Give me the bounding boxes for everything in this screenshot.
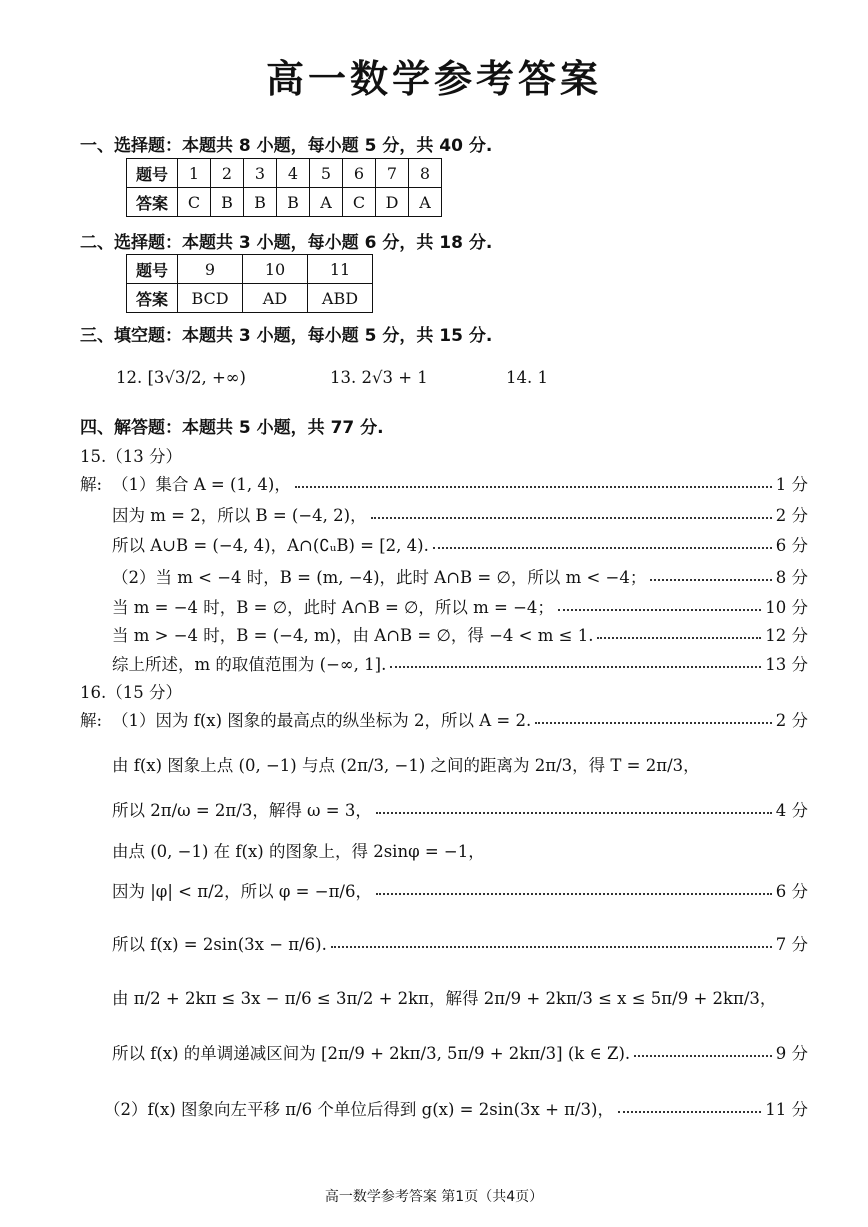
section2-heading: 二、选择题：本题共 3 小题，每小题 6 分，共 18 分. xyxy=(80,233,493,253)
table-cell: 4 xyxy=(277,159,310,188)
solution-text: （2）当 m < −4 时，B = (m, −4)，此时 A∩B = ∅，所以 m < −4； xyxy=(112,568,647,587)
solution-text: 由 f(x) 图象上点 (0, −1) 与点 (2π/3, −1) 之间的距离为 2π/3，得 T = 2π/3， xyxy=(112,756,700,775)
solution-text: 由 π/2 + 2kπ ≤ 3x − π/6 ≤ 3π/2 + 2kπ，解得 2π/9 + 2kπ/3 ≤ x ≤ 5π/9 + 2kπ/3， xyxy=(112,989,777,1008)
leader-dots xyxy=(650,579,771,581)
table-cell: 11 xyxy=(308,255,373,284)
score-mark: 6 分 xyxy=(775,536,808,555)
leader-dots xyxy=(390,666,761,668)
score-mark: 8 分 xyxy=(775,568,808,587)
score-mark: 9 分 xyxy=(775,1044,808,1063)
table-cell: 8 xyxy=(409,159,442,188)
score-mark: 10 分 xyxy=(765,598,808,617)
solution-line xyxy=(112,564,808,588)
section3-heading: 三、填空题：本题共 3 小题，每小题 5 分，共 15 分. xyxy=(80,326,493,346)
table-cell: 6 xyxy=(343,159,376,188)
table-cell: B xyxy=(211,188,244,217)
solution-text: （1）集合 A = (1, 4)， xyxy=(112,475,291,494)
table-cell: ABD xyxy=(308,284,373,313)
leader-dots xyxy=(618,1111,761,1113)
solution-text: 当 m > −4 时，B = (−4, m)，由 A∩B = ∅，得 −4 < m ≤ 1. xyxy=(112,626,594,645)
solution-line xyxy=(112,931,808,955)
solution-line xyxy=(112,797,808,821)
solution-line xyxy=(112,502,808,526)
leader-dots xyxy=(376,812,772,814)
solution-text: 所以 f(x) = 2sin(3x − π/6). xyxy=(112,935,327,954)
leader-dots xyxy=(558,609,761,611)
table-header-cell: 答案 xyxy=(127,284,178,313)
q16-label: 16.（15 分） xyxy=(80,683,182,702)
section4-heading: 四、解答题：本题共 5 小题，共 77 分. xyxy=(80,418,384,438)
table-cell: A xyxy=(310,188,343,217)
solution-text: 综上所述，m 的取值范围为 (−∞, 1]. xyxy=(112,655,387,674)
fill-answer-13: 13. 2√3 + 1 xyxy=(330,368,428,387)
solution-line xyxy=(112,651,808,675)
section1-heading: 一、选择题：本题共 8 小题，每小题 5 分，共 40 分. xyxy=(80,136,493,156)
table-cell: A xyxy=(409,188,442,217)
score-mark: 4 分 xyxy=(775,801,808,820)
table-cell: C xyxy=(343,188,376,217)
score-mark: 1 分 xyxy=(775,475,808,494)
table-header-cell: 答案 xyxy=(127,188,178,217)
score-mark: 7 分 xyxy=(775,935,808,954)
table-row xyxy=(127,159,442,188)
table-row xyxy=(127,284,373,313)
solution-line xyxy=(112,1040,808,1064)
score-mark: 13 分 xyxy=(765,655,808,674)
leader-dots xyxy=(295,486,772,488)
solution-line xyxy=(112,707,808,731)
section2-answer-table xyxy=(126,254,373,313)
table-cell: 9 xyxy=(178,255,243,284)
leader-dots xyxy=(597,637,761,639)
table-cell: 10 xyxy=(243,255,308,284)
q16-solution-mark: 解: xyxy=(80,711,103,730)
table-row xyxy=(127,188,442,217)
leader-dots xyxy=(371,517,772,519)
section1-answer-table xyxy=(126,158,442,217)
solution-line xyxy=(112,878,808,902)
page-title: 高一数学参考答案 xyxy=(265,57,602,101)
solution-line xyxy=(112,471,808,495)
q15-label: 15.（13 分） xyxy=(80,447,182,466)
leader-dots xyxy=(433,547,772,549)
solution-text: （1）因为 f(x) 图象的最高点的纵坐标为 2，所以 A = 2. xyxy=(112,711,532,730)
leader-dots xyxy=(331,946,772,948)
table-header-cell: 题号 xyxy=(127,255,178,284)
score-mark: 2 分 xyxy=(775,711,808,730)
solution-text: 由点 (0, −1) 在 f(x) 的图象上，得 2sinφ = −1， xyxy=(112,842,485,861)
solution-text: 所以 f(x) 的单调递减区间为 [2π/9 + 2kπ/3, 5π/9 + 2kπ/3] (k ∈ Z). xyxy=(112,1044,631,1063)
score-mark: 2 分 xyxy=(775,506,808,525)
solution-line xyxy=(112,532,808,556)
page-footer: 高一数学参考答案 第1页（共4页） xyxy=(324,1189,544,1205)
table-row xyxy=(127,255,373,284)
table-cell: B xyxy=(244,188,277,217)
solution-line xyxy=(112,622,808,646)
table-cell: 7 xyxy=(376,159,409,188)
leader-dots xyxy=(535,722,772,724)
fill-answer-14: 14. 1 xyxy=(506,368,548,387)
solution-text: 因为 |φ| < π/2，所以 φ = −π/6， xyxy=(112,882,372,901)
table-cell: AD xyxy=(243,284,308,313)
table-cell: 2 xyxy=(211,159,244,188)
table-cell: C xyxy=(178,188,211,217)
leader-dots xyxy=(634,1055,772,1057)
solution-text: 所以 2π/ω = 2π/3，解得 ω = 3， xyxy=(112,801,372,820)
solution-text: （2）f(x) 图象向左平移 π/6 个单位后得到 g(x) = 2sin(3x + π/3)， xyxy=(104,1100,614,1119)
solution-line xyxy=(104,1096,808,1120)
fill-answer-12: 12. [3√3/2, +∞) xyxy=(116,368,246,387)
score-mark: 12 分 xyxy=(765,626,808,645)
solution-text: 当 m = −4 时，B = ∅，此时 A∩B = ∅，所以 m = −4； xyxy=(112,598,554,617)
table-cell: D xyxy=(376,188,409,217)
table-cell: 1 xyxy=(178,159,211,188)
table-cell: BCD xyxy=(178,284,243,313)
table-cell: 3 xyxy=(244,159,277,188)
table-cell: B xyxy=(277,188,310,217)
table-cell: 5 xyxy=(310,159,343,188)
solution-text: 因为 m = 2，所以 B = (−4, 2)， xyxy=(112,506,367,525)
solution-line xyxy=(112,594,808,618)
score-mark: 11 分 xyxy=(765,1100,808,1119)
q15-solution-mark: 解: xyxy=(80,475,103,494)
score-mark: 6 分 xyxy=(775,882,808,901)
solution-text: 所以 A∪B = (−4, 4)，A∩(∁ᵤB) = [2, 4). xyxy=(112,536,429,555)
leader-dots xyxy=(376,893,772,895)
table-header-cell: 题号 xyxy=(127,159,178,188)
